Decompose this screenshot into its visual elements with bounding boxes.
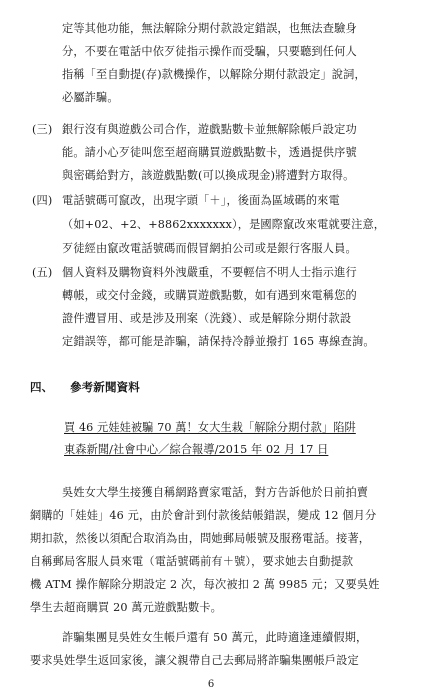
intro-line-4: 必屬詐騙。 (62, 91, 119, 104)
list-item-line: 銀行沒有與遊戲公司合作，遊戲點數卡並無解除帳戶設定功 (62, 123, 357, 136)
body-line: 自稱郵局客服人員來電（電話號碼前有＋號），要求她去自動提款 (30, 555, 354, 568)
intro-line-2: 分，不要在電話中依歹徒指示操作而受騙，只要聽到任何人 (62, 45, 357, 58)
list-item-line: 個人資料及購物資料外洩嚴重，不要輕信不明人士指示進行 (62, 266, 357, 279)
section-title: 參考新聞資料 (70, 380, 140, 394)
intro-line-3: 指稱「至自動提(存)款機操作，以解除分期付款設定」說詞， (62, 68, 366, 81)
news-source-line: 東森新聞/社會中心／綜合報導/2015 年 02 月 17 日 (64, 443, 329, 456)
page-number: 6 (207, 679, 215, 690)
section-number: 四、 (30, 380, 54, 394)
body-line: 吳姓女大學生接獲自稱網路賣家電話，對方告訴他於日前拍賣 (62, 486, 369, 499)
list-marker: (三) (32, 123, 53, 136)
list-item-line: （如+02、+2、+8862xxxxxxx），是國際竄改來電就要注意， (62, 218, 386, 231)
list-marker: (四) (32, 194, 53, 207)
list-item-line: 定錯誤等，都可能是詐騙，請保持冷靜並撥打 165 專線查詢。 (62, 335, 375, 348)
body-line: 詐騙集團見吳姓女生帳戶還有 50 萬元，此時適逢連續假期， (62, 631, 368, 644)
body-line: 機 ATM 操作解除分期設定 2 次，每次被扣 2 萬 9985 元；又要吳姓 (30, 578, 380, 591)
news-headline: 買 46 元娃娃被騙 70 萬！女大生栽「解除分期付款」陷阱 (64, 421, 356, 434)
list-item-line: 轉帳，或交付金錢，或購買遊戲點數，如有遇到來電稱您的 (62, 289, 357, 302)
body-line: 期扣款，然後以須配合取消為由，問她郵局帳號及服務電話。接著， (30, 532, 371, 545)
list-item-line: 能。請小心歹徒叫您至超商購買遊戲點數卡，透過提供序號 (62, 146, 357, 159)
body-line: 網購的「娃娃」46 元，由於會計到付款後結帳錯誤，變成 12 個月分 (30, 509, 377, 522)
list-item-line: 證件遭冒用、或是涉及刑案（洗錢）、或是解除分期付款設 (62, 312, 352, 325)
list-item-line: 歹徒經由竄改電話號碼而假冒網拍公司或是銀行客服人員。 (62, 242, 357, 255)
list-marker: (五) (32, 266, 53, 279)
body-line: 要求吳姓學生返回家後，讓父親帶自己去郵局將詐騙集團帳戶設定 (30, 654, 359, 667)
body-line: 學生去超商購買 20 萬元遊戲點數卡。 (30, 601, 223, 614)
list-item-line: 電話號碼可竄改，出現字頭「＋」，後面為區域碼的來電 (62, 194, 340, 207)
intro-line-1: 定等其他功能，無法解除分期付款設定錯誤，也無法查驗身 (62, 22, 357, 35)
list-item-line: 與密碼給對方，該遊戲點數(可以換成現金)將遭對方取得。 (62, 169, 355, 182)
